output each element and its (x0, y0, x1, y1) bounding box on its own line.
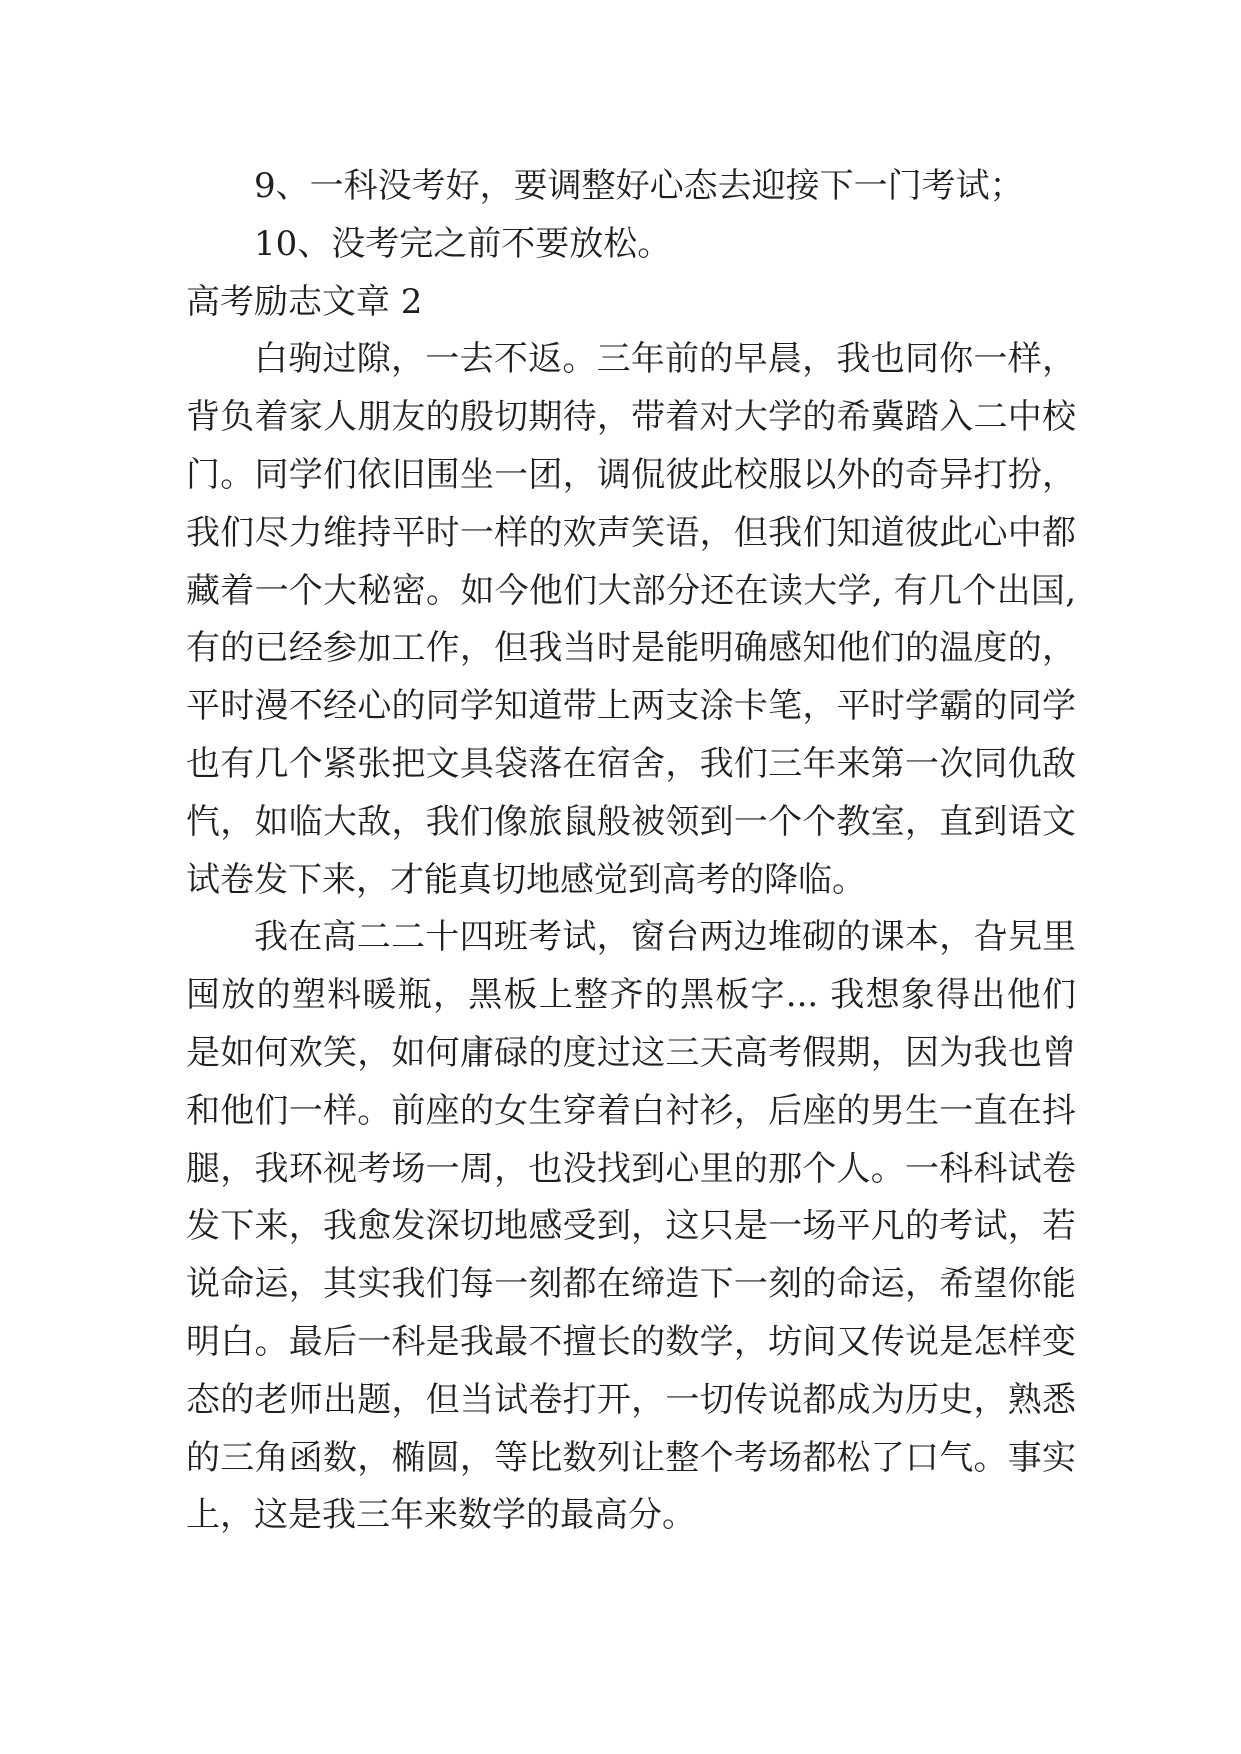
paragraph-essay-part-1: 白驹过隙，一去不返。三年前的早晨，我也同你一样，背负着家人朋友的殷切期待，带着对大学的希冀踏入二中校门。同学们依旧围坐一团，调侃彼此校服以外的奇异打扮，我们尽力维持平时一样的欢声笑语，但我们知道彼此心中都藏着一个大秘密。如今他们大部分还在读大学, 有几个出国, 有的已经参加工作，但我当时是能明确感知他们的温度的，平时漫不经心的同学知道带上两支涂卡笔，平时学霸的同学也有几个紧张把文具袋落在宿舍，我们三年来第一次同仇敌忾，如临大敌，我们像旅鼠般被领到一个个教室，直到语文试卷发下来，才能真切地感觉到高考的降临。 (186, 339, 1076, 900)
document-page (186, 158, 1076, 1545)
section-heading: 高考励志文章 2 (186, 281, 423, 322)
paragraph-essay-part-2: 我在高二二十四班考试，窗台两边堆砌的课本，旮旯里囤放的塑料暖瓶，黑板上整齐的黑板字... 我想象得出他们是如何欢笑，如何庸碌的度过这三天高考假期，因为我也曾和他们一样。前座的女生穿着白衬衫，后座的男生一直在抖腿，我环视考场一周，也没找到心里的那个人。一科科试卷发下来，我愈发深切地感受到，这只是一场平凡的考试，若说命运，其实我们每一刻都在缔造下一刻的命运，希望你能明白。最后一科是我最不擅长的数学，坊间又传说是怎样变态的老师出题，但当试卷打开，一切传说都成为历史，熟悉的三角函数，椭圆，等比数列让整个考场都松了口气。事实上，这是我三年来数学的最高分。 (186, 917, 1076, 1536)
list-item-9: 9、一科没考好，要调整好心态去迎接下一门考试； (254, 166, 1024, 206)
list-item-10: 10、没考完之前不要放松。 (254, 223, 672, 264)
